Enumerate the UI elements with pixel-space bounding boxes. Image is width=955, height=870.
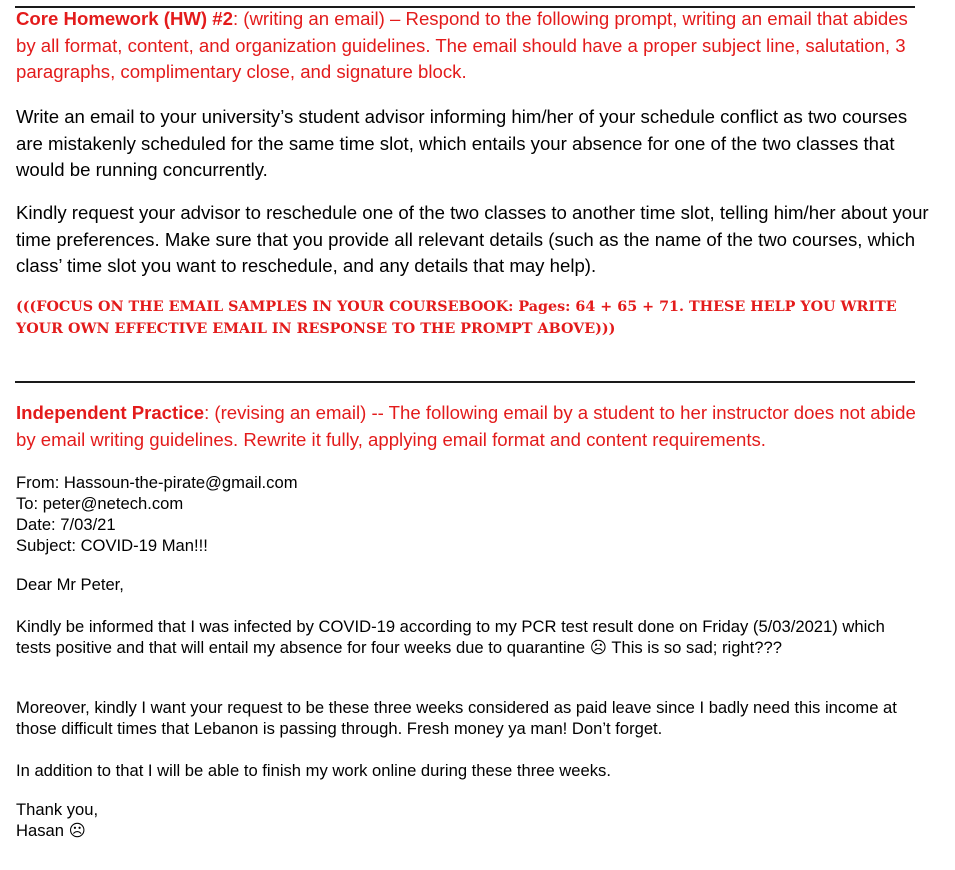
email-header-block <box>16 472 931 556</box>
email-from: From: Hassoun-the-pirate@gmail.com <box>16 473 298 492</box>
independent-practice-heading: Independent Practice <box>16 402 205 423</box>
email-signoff-block <box>16 799 931 841</box>
email-to: To: peter@netech.com <box>16 494 184 513</box>
core-homework-section <box>16 6 931 86</box>
email-salutation-block <box>16 574 931 595</box>
prompt-paragraph-2-block <box>16 200 931 280</box>
core-homework-intro: : (writing an email) – Respond to the following prompt, writing an email that abides by all format, content, and organization guidelines. The email should have a proper subject line, salutation, 3 paragraphs, complimentary close, and signature block. <box>16 8 908 82</box>
independent-practice-intro: : (revising an email) -- The following email by a student to her instructor does not abide by email writing guidelines. Rewrite it fully, applying email format and content requirements. <box>16 402 916 450</box>
independent-practice-section <box>16 400 931 453</box>
email-paragraph-2-block <box>16 697 916 739</box>
email-subject: Subject: COVID-19 Man!!! <box>16 536 208 555</box>
core-homework-instructions <box>16 6 931 86</box>
email-paragraph-1-block <box>16 616 916 658</box>
prompt-paragraph-1-block <box>16 104 931 184</box>
email-date: Date: 7/03/21 <box>16 515 116 534</box>
email-signature: Hasan ☹ <box>16 821 86 840</box>
core-homework-heading: Core Homework (HW) #2 <box>16 8 233 29</box>
email-closing: Thank you, <box>16 800 99 819</box>
focus-note-block <box>16 296 921 340</box>
section-divider <box>15 381 915 383</box>
email-salutation: Dear Mr Peter, <box>16 575 124 594</box>
email-paragraph-3-block <box>16 760 931 781</box>
prompt-paragraph-2: Kindly request your advisor to reschedule one of the two classes to another time slot, telling him/her about your time preferences. Make sure that you provide all relevant details (such as the name of the two courses, which class’ time slot you want to reschedule, and any details that may help). <box>16 202 929 276</box>
email-paragraph-2: Moreover, kindly I want your request to be these three weeks considered as paid leave since I badly need this income at those difficult times that Lebanon is passing through. Fresh money ya man! Don’t forget. <box>16 698 897 738</box>
focus-note: (((FOCUS ON THE EMAIL SAMPLES IN YOUR COURSEBOOK: Pages: 64 + 65 + 71. THESE HELP YOU WRITE YOUR OWN EFFECTIVE EMAIL IN RESPONSE TO THE PROMPT ABOVE))) <box>16 299 897 337</box>
independent-practice-instructions <box>16 400 931 453</box>
email-paragraph-3: In addition to that I will be able to finish my work online during these three weeks. <box>16 761 611 780</box>
prompt-paragraph-1: Write an email to your university’s student advisor informing him/her of your schedule conflict as two courses are mistakenly scheduled for the same time slot, which entails your absence for one of the two classes that would be running concurrently. <box>16 106 908 180</box>
email-paragraph-1: Kindly be informed that I was infected by COVID-19 according to my PCR test result done on Friday (5/03/2021) which tests positive and that will entail my absence for four weeks due to quarantine ☹ This is so sad; right??? <box>16 617 885 657</box>
